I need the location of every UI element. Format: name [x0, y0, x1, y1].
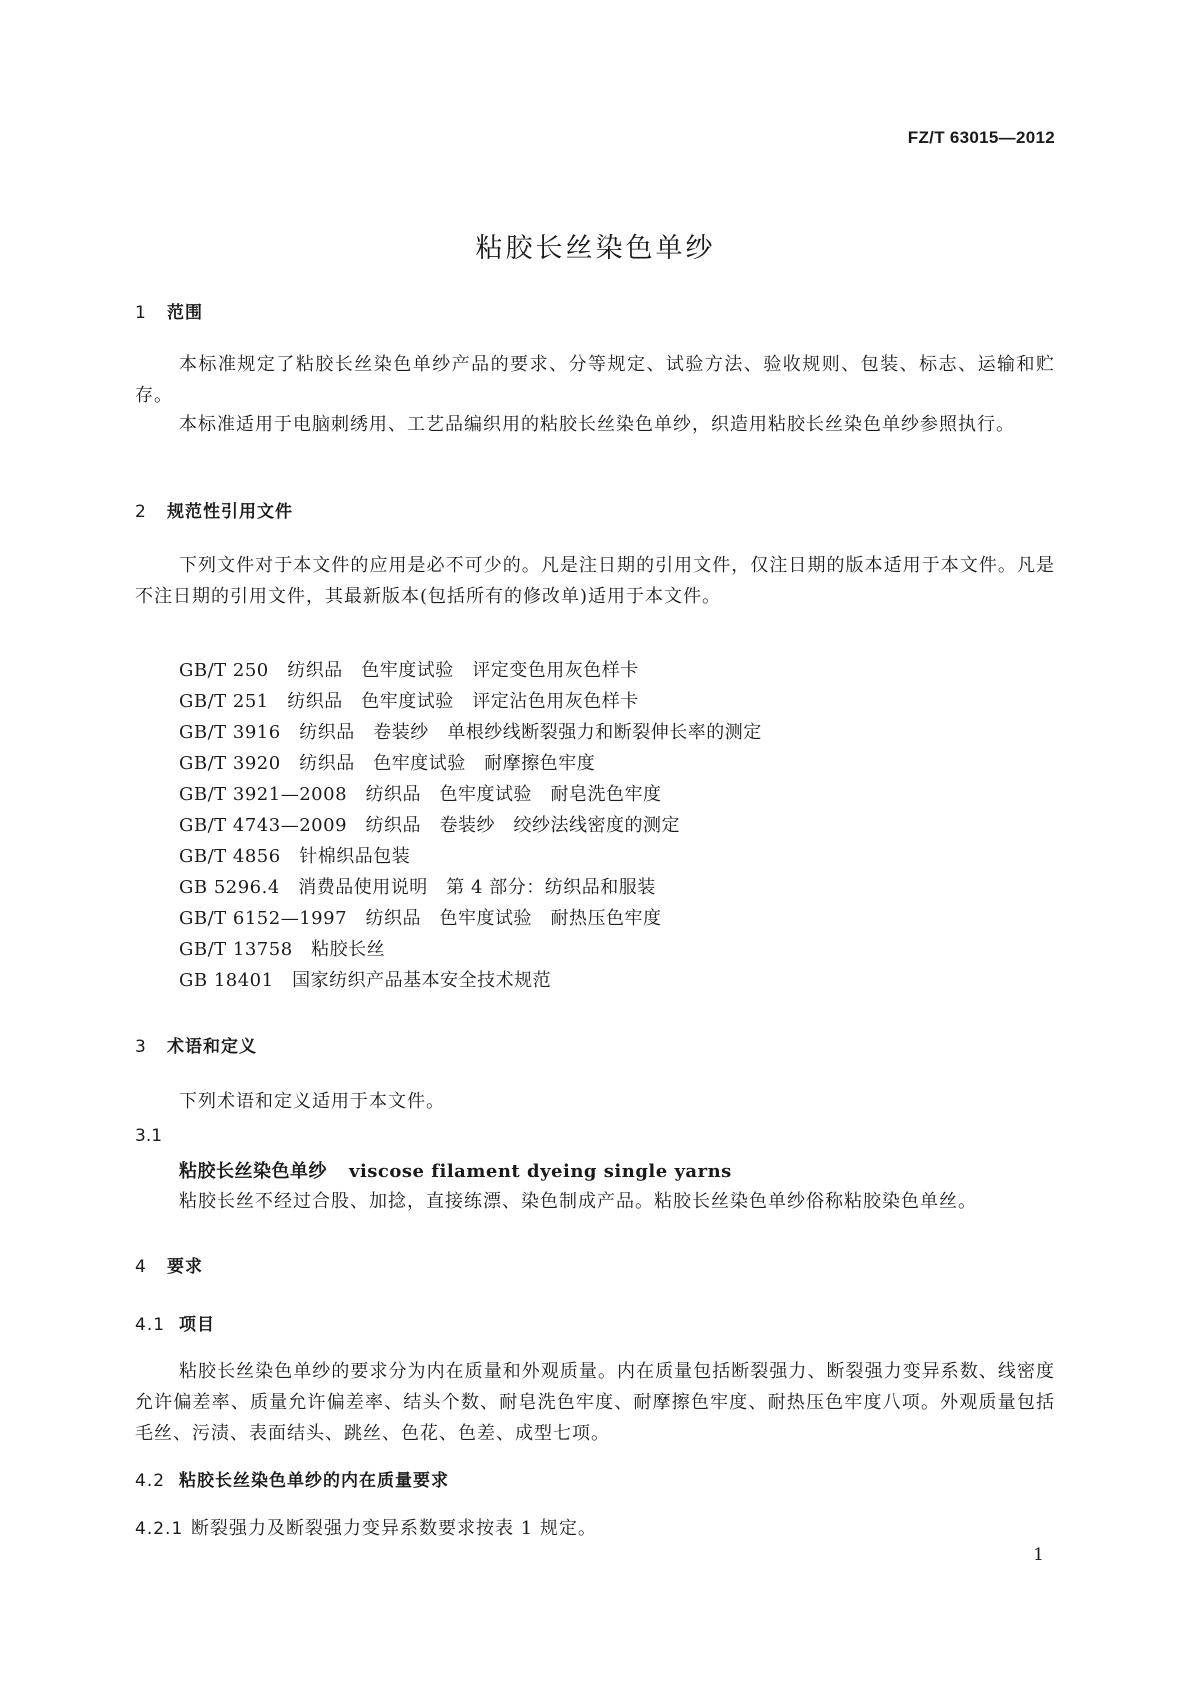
reference-item: GB/T 4743—2009 纺织品 卷装纱 绞纱法线密度的测定 — [179, 815, 681, 836]
section-3-intro: 下列术语和定义适用于本文件。 — [179, 1091, 445, 1112]
section-number: 4.2 — [135, 1471, 166, 1491]
section-title: 术语和定义 — [167, 1037, 257, 1057]
term-name-en: viscose filament dyeing single yarns — [349, 1161, 732, 1182]
reference-item: GB/T 3921—2008 纺织品 色牢度试验 耐皂洗色牢度 — [179, 784, 662, 805]
section-3-heading — [135, 1032, 257, 1057]
section-number: 4.2.1 — [135, 1519, 184, 1539]
reference-item: GB 18401 国家纺织产品基本安全技术规范 — [179, 970, 552, 991]
reference-item: GB/T 3920 纺织品 色牢度试验 耐摩擦色牢度 — [179, 753, 596, 774]
clause-text: 断裂强力及断裂强力变异系数要求按表 1 规定。 — [191, 1518, 597, 1539]
section-title: 范围 — [167, 303, 203, 323]
reference-item: GB/T 4856 针棉织品包装 — [179, 846, 411, 867]
section-title: 粘胶长丝染色单纱的内在质量要求 — [179, 1471, 449, 1491]
section-4-heading — [135, 1252, 203, 1277]
section-4-1-paragraph: 粘胶长丝染色单纱的要求分为内在质量和外观质量。内在质量包括断裂强力、断裂强力变异系数、线密度允许偏差率、质量允许偏差率、结头个数、耐皂洗色牢度、耐摩擦色牢度、耐热压色牢度八项。外观质量包括毛丝、污渍、表面结头、跳丝、色花、色差、成型七项。 — [135, 1361, 1055, 1444]
section-4-1-heading — [135, 1310, 215, 1335]
term-number: 3.1 — [135, 1126, 163, 1146]
section-1-heading — [135, 298, 203, 323]
section-number: 1 — [135, 303, 147, 323]
section-number: 3 — [135, 1037, 147, 1057]
section-1-paragraph-1: 本标准规定了粘胶长丝染色单纱产品的要求、分等规定、试验方法、验收规则、包装、标志、运输和贮存。 — [135, 354, 1055, 406]
document-title: 粘胶长丝染色单纱 — [475, 233, 716, 264]
section-1-paragraph-2: 本标准适用于电脑刺绣用、工艺品编织用的粘胶长丝染色单纱，织造用粘胶长丝染色单纱参照执行。 — [179, 414, 1015, 435]
reference-item: GB/T 250 纺织品 色牢度试验 评定变色用灰色样卡 — [179, 660, 639, 681]
section-2-intro: 下列文件对于本文件的应用是必不可少的。凡是注日期的引用文件，仅注日期的版本适用于本文件。凡是不注日期的引用文件，其最新版本(包括所有的修改单)适用于本文件。 — [135, 555, 1055, 607]
term-name — [179, 1157, 732, 1183]
section-title: 规范性引用文件 — [167, 502, 293, 522]
section-number: 4.1 — [135, 1315, 166, 1335]
section-title: 要求 — [167, 1257, 203, 1277]
reference-item: GB/T 251 纺织品 色牢度试验 评定沾色用灰色样卡 — [179, 691, 639, 712]
reference-item: GB/T 3916 纺织品 卷装纱 单根纱线断裂强力和断裂伸长率的测定 — [179, 722, 762, 743]
standard-number: FZ/T 63015—2012 — [907, 128, 1055, 147]
term-definition: 粘胶长丝不经过合股、加捻，直接练漂、染色制成产品。粘胶长丝染色单纱俗称粘胶染色单丝。 — [179, 1191, 977, 1212]
reference-item: GB/T 13758 粘胶长丝 — [179, 939, 386, 960]
section-2-heading — [135, 497, 293, 522]
section-4-2-heading — [135, 1466, 449, 1491]
section-4-2-1-clause — [135, 1514, 597, 1540]
reference-item: GB 5296.4 消费品使用说明 第 4 部分：纺织品和服装 — [179, 877, 656, 898]
section-number: 4 — [135, 1257, 147, 1277]
reference-item: GB/T 6152—1997 纺织品 色牢度试验 耐热压色牢度 — [179, 908, 662, 929]
normative-reference-list — [179, 655, 762, 996]
term-name-cn: 粘胶长丝染色单纱 — [179, 1161, 327, 1182]
page-number: 1 — [1033, 1545, 1044, 1565]
section-number: 2 — [135, 502, 147, 522]
section-title: 项目 — [179, 1315, 215, 1335]
